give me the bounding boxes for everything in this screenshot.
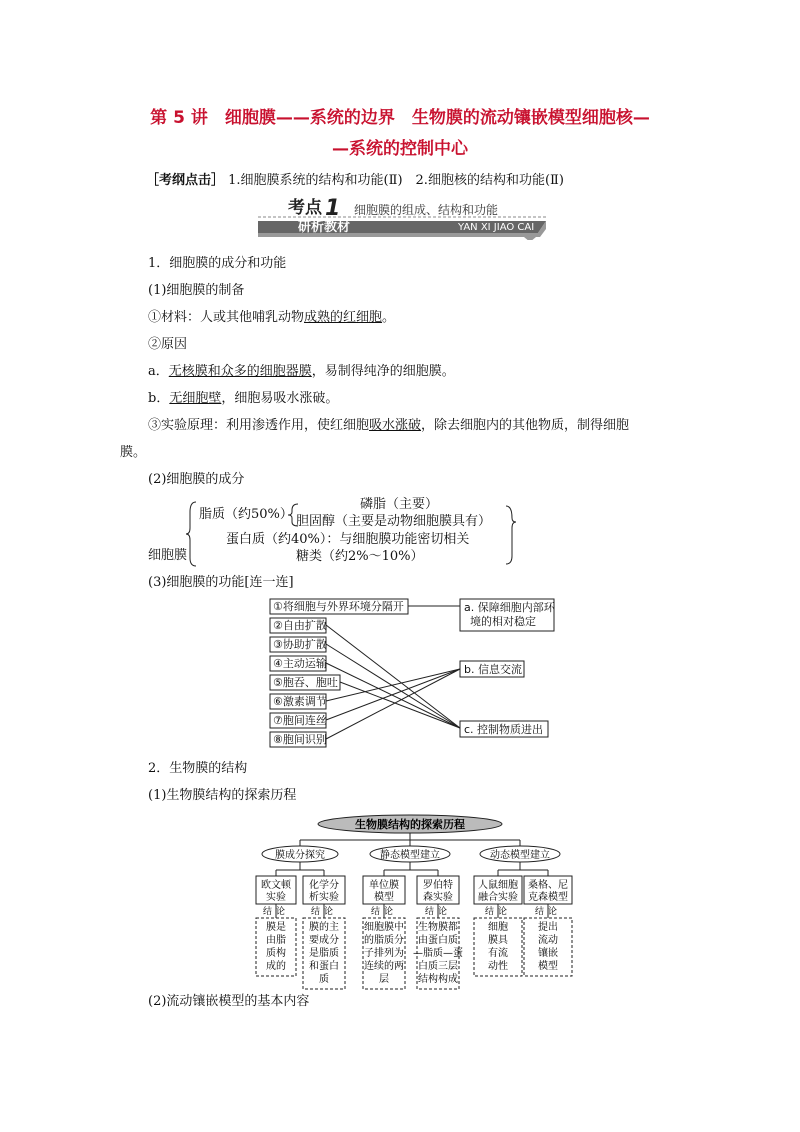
history-result-line: 有流 <box>488 948 508 959</box>
page-title-line1: 第 5 讲 细胞膜——系统的边界 生物膜的流动镶嵌模型细胞核— <box>150 108 650 128</box>
section1-sub1: (1)细胞膜的制备 <box>148 283 245 298</box>
section2-heading: 2．生物膜的结构 <box>148 761 248 776</box>
history-conclusion-label: 结论 <box>262 907 290 917</box>
history-result-line: 成的 <box>266 961 286 972</box>
reason-b <box>148 391 338 407</box>
history-item-name: 实验 <box>266 892 286 903</box>
history-result-line: 要成分 <box>309 935 339 946</box>
history-result-line: 膜具 <box>488 935 508 946</box>
history-result-line: 由蛋白质 <box>418 935 458 946</box>
banner-badge-num: 1 <box>325 196 341 221</box>
history-result-line: 动性 <box>488 961 508 972</box>
history-result-line: 子排列为 <box>364 948 404 959</box>
section2-sub2: (2)流动镶嵌模型的基本内容 <box>148 994 310 1009</box>
comp-protein: 蛋白质（约40%）：与细胞膜功能密切相关 <box>226 532 470 547</box>
history-cat3-text: 动态模型建立 <box>490 850 550 861</box>
history-item-name: 桑格、尼 <box>528 880 568 891</box>
comp-phos: 磷脂（主要） <box>360 497 439 512</box>
section1-sub3: (3)细胞膜的功能[连一连] <box>148 575 294 590</box>
history-item-name: 罗伯特 <box>423 880 453 891</box>
history-item-name: 化学分 <box>309 880 339 891</box>
reason-a-prefix: a． <box>148 364 169 379</box>
principle-answer: 吸水涨破 <box>369 418 422 433</box>
section2-sub1: (1)生物膜结构的探索历程 <box>148 788 297 803</box>
principle-line <box>148 418 629 434</box>
history-cat2-text: 静态模型建立 <box>380 850 440 861</box>
comp-root: 细胞膜 <box>148 548 188 563</box>
history-result-line: 膜是 <box>266 922 286 933</box>
history-result-line: 质 <box>319 974 329 985</box>
reason-a-answer: 无核膜和众多的细胞器膜 <box>168 364 312 379</box>
history-item-name: 克森模型 <box>528 892 568 903</box>
material-answer: 成熟的红细胞 <box>304 310 383 325</box>
history-result-line: 由脂 <box>266 935 286 946</box>
history-item-name: 单位膜 <box>369 880 399 891</box>
principle-cont: 膜。 <box>120 445 147 460</box>
history-conclusion-label: 结论 <box>370 907 398 917</box>
reason-a-suffix: ，易制得纯净的细胞膜。 <box>311 364 455 379</box>
history-tree <box>240 810 580 990</box>
history-item-name: 析实验 <box>309 892 339 903</box>
key-points <box>146 173 564 189</box>
reason-b-prefix: b． <box>148 391 170 406</box>
history-result-line: 细胞膜中 <box>364 922 404 933</box>
history-result-line: 膜的主 <box>309 922 339 933</box>
material-suffix: 。 <box>382 310 396 325</box>
match-left-1-text: ①将细胞与外界环境分隔开 <box>273 600 404 613</box>
history-result-line: 层 <box>379 974 389 985</box>
banner-badge-top: 考点 <box>288 198 322 218</box>
key-points-text: 1.细胞膜系统的结构和功能(Ⅱ) 2.细胞核的结构和功能(Ⅱ) <box>228 173 564 188</box>
match-lines <box>326 606 460 739</box>
history-result-line: 镶嵌 <box>538 948 558 959</box>
history-root-text: 生物膜结构的探索历程 <box>355 818 465 831</box>
comp-lipid: 脂质（约50%） <box>199 507 293 522</box>
match-left-4-text: ④主动运输 <box>273 657 327 670</box>
page-title-line2: —系统的控制中心 <box>332 139 468 159</box>
history-item-name: 森实验 <box>423 892 453 903</box>
history-conclusion-label: 结论 <box>534 907 562 917</box>
material-line <box>148 310 395 326</box>
material-prefix: ①材料：人或其他哺乳动物 <box>148 310 305 325</box>
history-conclusion-label: 结论 <box>484 907 512 917</box>
history-result-line: 生物膜都 <box>418 922 458 933</box>
history-conclusion-label: 结论 <box>424 907 452 917</box>
key-points-label: ［考纲点击］ <box>146 173 225 188</box>
match-left-8-text: ⑧胞间识别 <box>273 733 327 746</box>
comp-chol: 胆固醇（主要是动物细胞膜具有） <box>296 514 492 529</box>
matching-diagram <box>268 596 558 752</box>
match-right-c-text: c. 控制物质进出 <box>464 723 544 736</box>
match-left-6-text: ⑥激素调节 <box>273 695 327 708</box>
history-result-line: 和蛋白 <box>309 961 339 972</box>
history-item-name: 模型 <box>374 892 394 903</box>
match-right-a-line2: 境的相对稳定 <box>470 615 536 628</box>
history-item-name: 欧文顿 <box>261 880 291 891</box>
reason-b-suffix: ，细胞易吸水涨破。 <box>221 391 339 406</box>
match-left-5-text: ⑤胞吞、胞吐 <box>273 676 338 689</box>
section1-sub2: (2)细胞膜的成分 <box>148 472 245 487</box>
match-right-b-text: b. 信息交流 <box>464 663 522 676</box>
banner-badge-bottom: 研析教材 <box>298 220 351 235</box>
history-item-name: 人鼠细胞 <box>478 880 518 891</box>
match-left-3-text: ③协助扩散 <box>273 638 327 651</box>
history-result-line: 白质三层 <box>418 961 458 972</box>
history-result-line: 模型 <box>538 961 558 972</box>
reason-a <box>148 364 455 380</box>
history-cat1-text: 膜成分探究 <box>275 850 325 861</box>
history-result-line: 连续的两 <box>364 961 404 972</box>
reason-b-answer: 无细胞壁 <box>169 391 222 406</box>
banner-subtitle: 细胞膜的组成、结构和功能 <box>354 203 499 217</box>
match-right-a-line1: a. 保障细胞内部环 <box>464 601 555 614</box>
comp-sugar: 糖类（约2%～10%） <box>296 549 424 564</box>
match-left-2-text: ②自由扩散 <box>273 619 327 632</box>
history-result-line: 结构构成 <box>418 974 458 985</box>
reason-heading: ②原因 <box>148 337 188 352</box>
history-conclusion-label: 结论 <box>310 907 338 917</box>
history-result-line: 细胞 <box>488 922 508 933</box>
section-banner <box>258 195 546 240</box>
history-result-line: 流动 <box>538 935 558 946</box>
history-result-line: 质构 <box>266 948 286 959</box>
principle-prefix: ③实验原理：利用渗透作用，使红细胞 <box>148 418 370 433</box>
history-result-line: 是脂质 <box>309 948 339 959</box>
principle-suffix: ，除去细胞内的其他物质，制得细胞 <box>421 418 630 433</box>
history-result-line: —脂质—蛋 <box>413 948 463 959</box>
section1-heading: 1．细胞膜的成分和功能 <box>148 256 287 271</box>
history-result-line: 提出 <box>538 922 558 933</box>
history-item-name: 融合实验 <box>478 892 518 903</box>
match-left-7-text: ⑦胞间连丝 <box>273 714 327 727</box>
banner-pinyin: YAN XI JIAO CAI <box>458 222 535 233</box>
history-result-line: 的脂质分 <box>364 935 404 946</box>
